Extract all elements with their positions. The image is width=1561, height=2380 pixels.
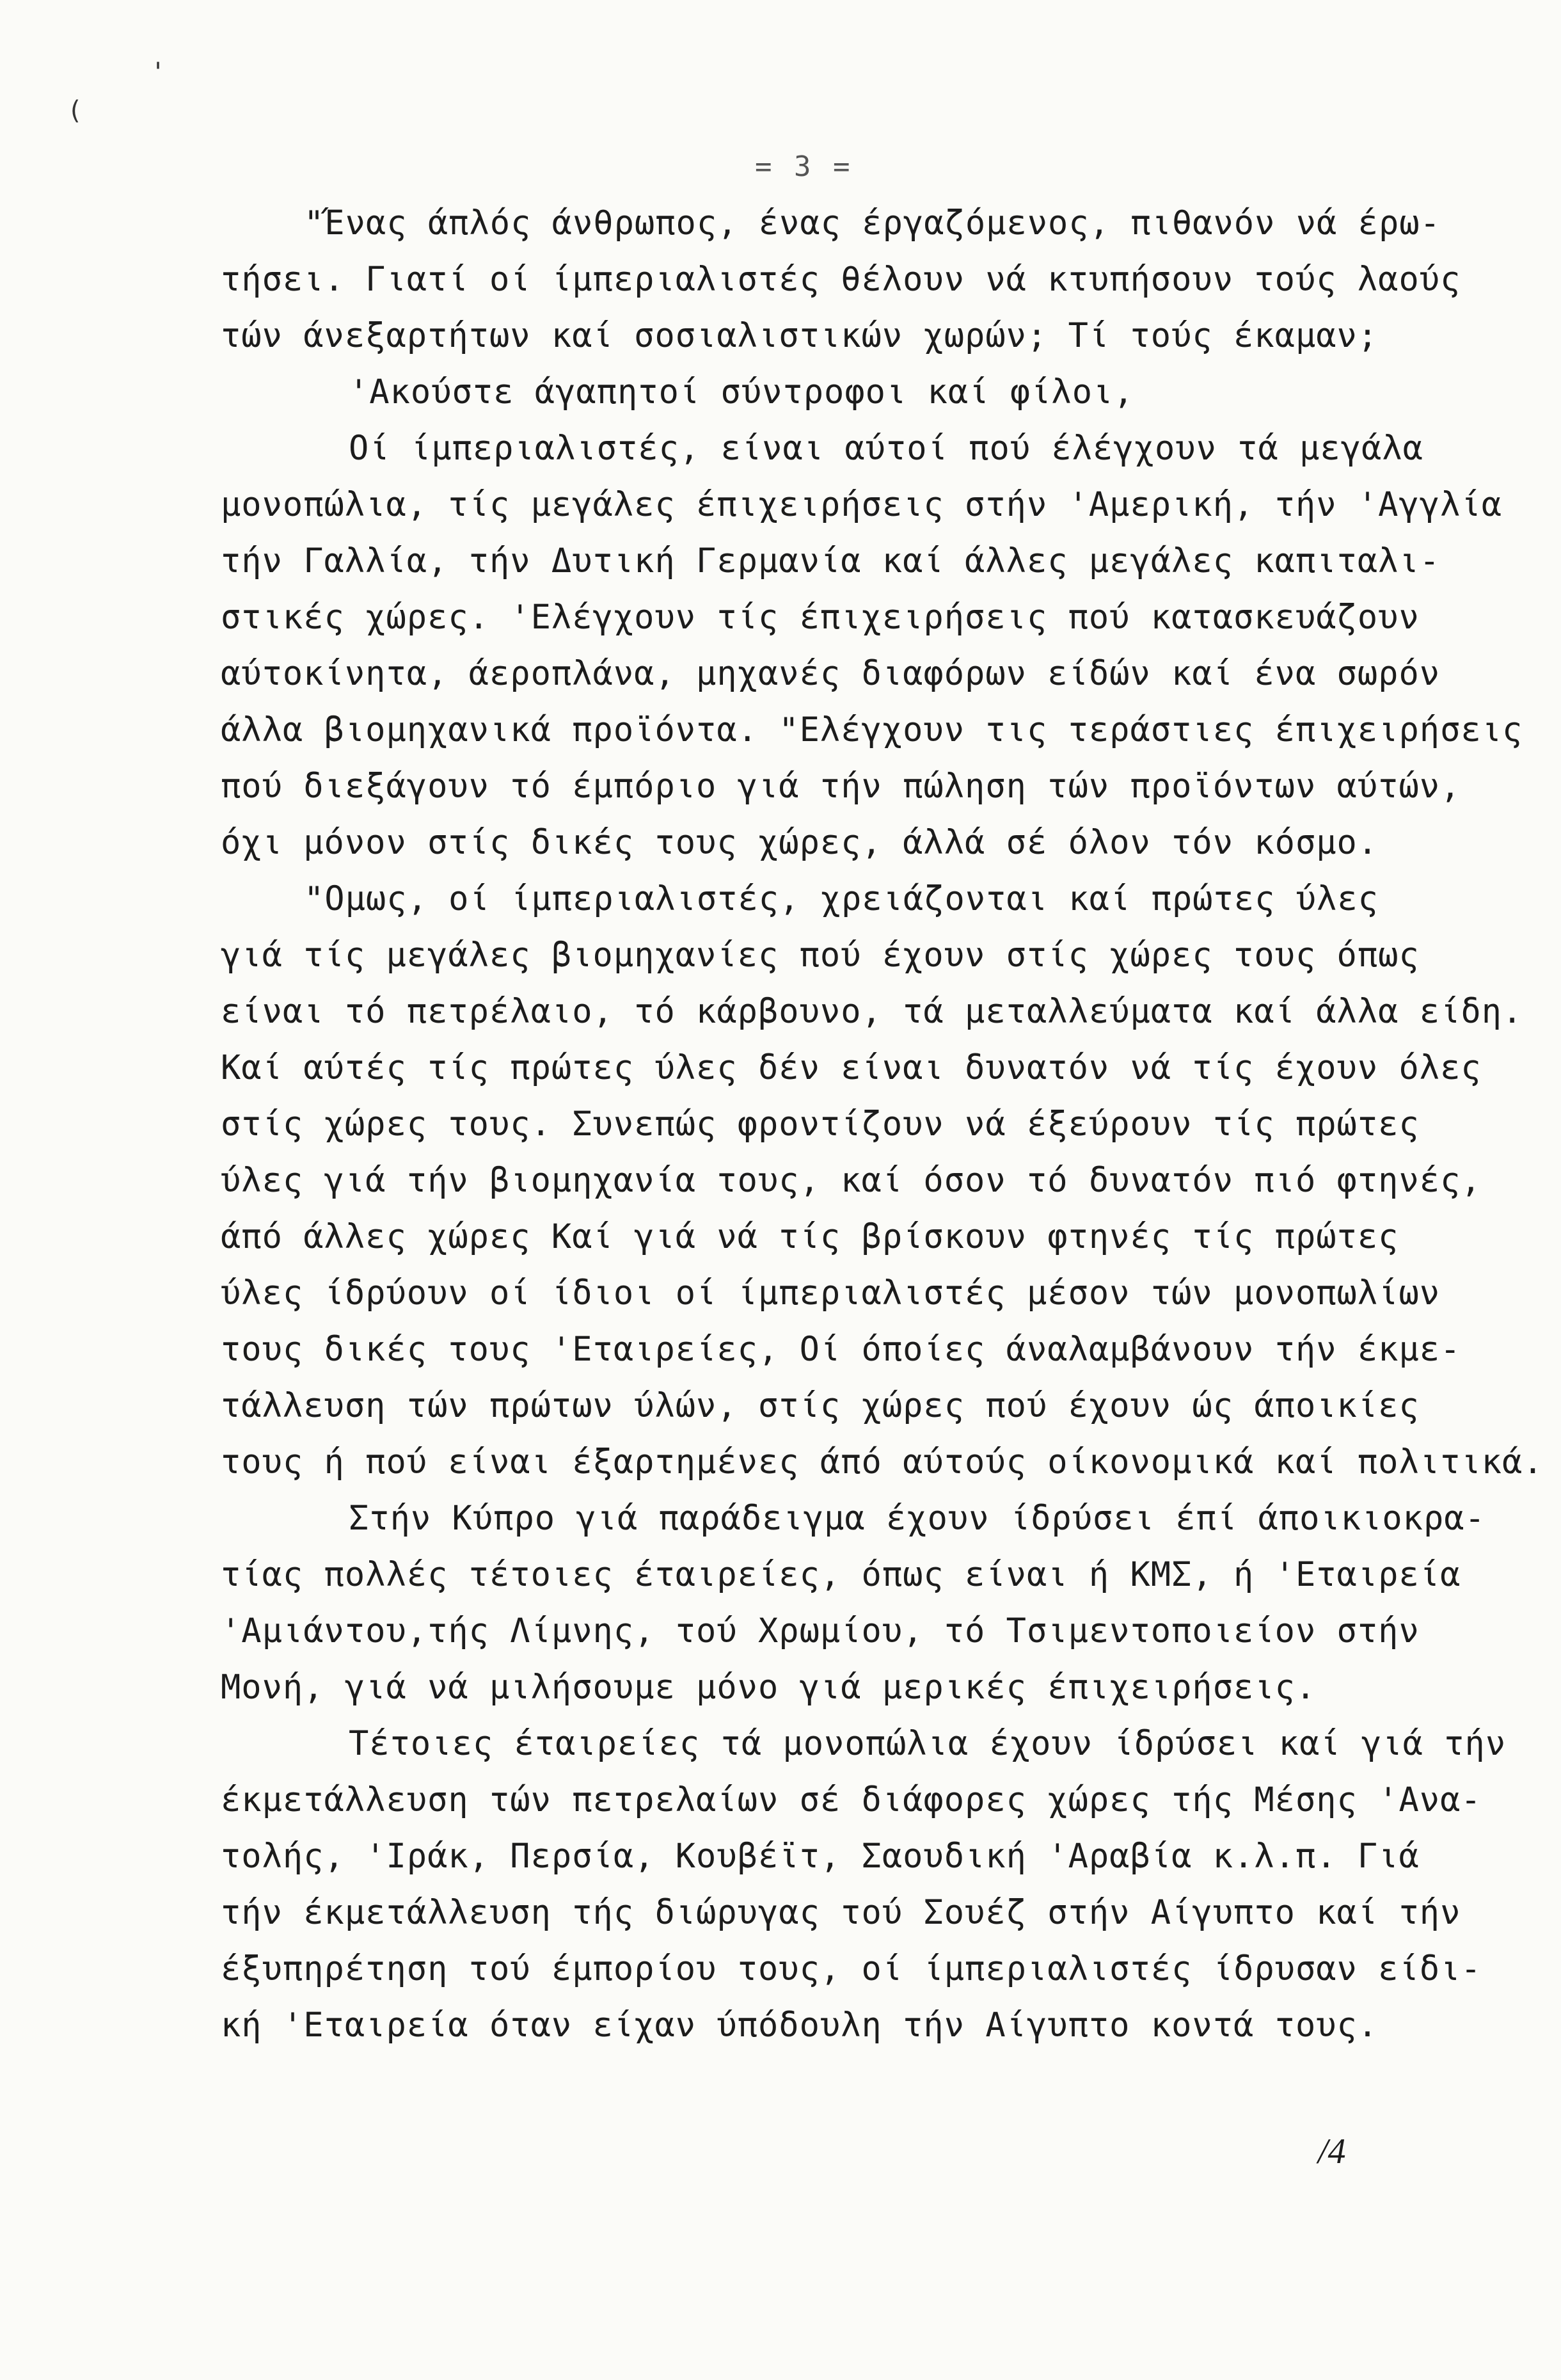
text-line: "Ένας άπλός άνθρωπος, ένας έργαζόμενος, πιθανόν νά έρω- (304, 204, 1441, 243)
text-line: πού διεξάγουν τό έμπόριο γιά τήν πώληση τών προϊόντων αύτών, (221, 767, 1461, 806)
text-line: Οί ίμπεριαλιστές, είναι αύτοί πού έλέγχουν τά μεγάλα (349, 429, 1423, 468)
text-line: Μονή, γιά νά μιλήσουμε μόνο γιά μερικές έπιχειρήσεις. (221, 1668, 1317, 1707)
text-line: είναι τό πετρέλαιο, τό κάρβουνο, τά μεταλλεύματα καί άλλα είδη. (221, 993, 1523, 1031)
text-line: μονοπώλια, τίς μεγάλες έπιχειρήσεις στήν 'Αμερική, τήν 'Αγγλία (221, 486, 1503, 524)
text-line: 'Αμιάντου,τής Λίμνης, τού Χρωμίου, τό Τσιμεντοποιείον στήν (221, 1612, 1420, 1650)
text-line: τήσει. Γιατί οί ίμπεριαλιστές θέλουν νά κτυπήσουν τούς λαούς (221, 260, 1461, 299)
text-line: τους ή πού είναι έξαρτημένες άπό αύτούς οίκονομικά καί πολιτικά. (221, 1443, 1544, 1482)
text-line: τάλλευση τών πρώτων ύλών, στίς χώρες πού έχουν ώς άποικίες (221, 1387, 1420, 1425)
text-line: τολής, 'Ιράκ, Περσία, Κουβέϊτ, Σαουδική 'Αραβία κ.λ.π. Γιά (221, 1837, 1420, 1876)
text-line: ύλες ίδρύουν οί ίδιοι οί ίμπεριαλιστές μέσον τών μονοπωλίων (221, 1274, 1441, 1313)
text-line: "Ομως, οί ίμπεριαλιστές, χρειάζονται καί πρώτες ύλες (304, 880, 1379, 918)
margin-mark: ' (150, 58, 166, 87)
text-line: τήν έκμετάλλευση τής διώρυγας τού Σουέζ στήν Αίγυπτο καί τήν (221, 1894, 1461, 1932)
text-line: όχι μόνον στίς δικές τους χώρες, άλλά σέ όλον τόν κόσμο. (221, 824, 1379, 862)
text-line: στικές χώρες. 'Ελέγχουν τίς έπιχειρήσεις πού κατασκευάζουν (221, 598, 1420, 637)
continuation-mark: /4 (1318, 2132, 1346, 2171)
typewritten-text (221, 195, 1544, 2054)
text-line: τών άνεξαρτήτων καί σοσιαλιστικών χωρών; Τί τούς έκαμαν; (221, 317, 1379, 355)
text-line: 'Ακούστε άγαπητοί σύντροφοι καί φίλοι, (349, 373, 1134, 411)
text-line: αύτοκίνητα, άεροπλάνα, μηχανές διαφόρων είδών καί ένα σωρόν (221, 655, 1441, 693)
text-line: έκμετάλλευση τών πετρελαίων σέ διάφορες χώρες τής Μέσης 'Ανα- (221, 1781, 1482, 1819)
text-line: στίς χώρες τους. Συνεπώς φροντίζουν νά έξεύρουν τίς πρώτες (221, 1105, 1420, 1144)
margin-mark: ( (67, 96, 83, 125)
text-line: Καί αύτές τίς πρώτες ύλες δέν είναι δυνατόν νά τίς έχουν όλες (221, 1049, 1482, 1087)
text-line: άπό άλλες χώρες Καί γιά νά τίς βρίσκουν φτηνές τίς πρώτες (221, 1218, 1399, 1256)
text-line: έξυπηρέτηση τού έμπορίου τους, οί ίμπεριαλιστές ίδρυσαν είδι- (221, 1950, 1482, 1988)
text-line: κή 'Εταιρεία όταν είχαν ύπόδουλη τήν Αίγυπτο κοντά τους. (221, 2006, 1379, 2045)
text-line: τους δικές τους 'Εταιρείες, Οί όποίες άναλαμβάνουν τήν έκμε- (221, 1330, 1461, 1369)
text-line: γιά τίς μεγάλες βιομηχανίες πού έχουν στίς χώρες τους όπως (221, 936, 1420, 975)
text-line: Στήν Κύπρο γιά παράδειγμα έχουν ίδρύσει έπί άποικιοκρα- (349, 1499, 1486, 1538)
text-line: ύλες γιά τήν βιομηχανία τους, καί όσον τό δυνατόν πιό φτηνές, (221, 1162, 1482, 1200)
text-line: τήν Γαλλία, τήν Δυτική Γερμανία καί άλλες μεγάλες καπιταλι- (221, 542, 1441, 580)
text-line: άλλα βιομηχανικά προϊόντα. "Ελέγχουν τις τεράστιες έπιχειρήσεις (221, 711, 1523, 749)
text-line: τίας πολλές τέτοιες έταιρείες, όπως είναι ή ΚΜΣ, ή 'Εταιρεία (221, 1556, 1461, 1594)
page-number: = 3 = (755, 150, 853, 183)
text-line: Τέτοιες έταιρείες τά μονοπώλια έχουν ίδρύσει καί γιά τήν (349, 1725, 1507, 1763)
